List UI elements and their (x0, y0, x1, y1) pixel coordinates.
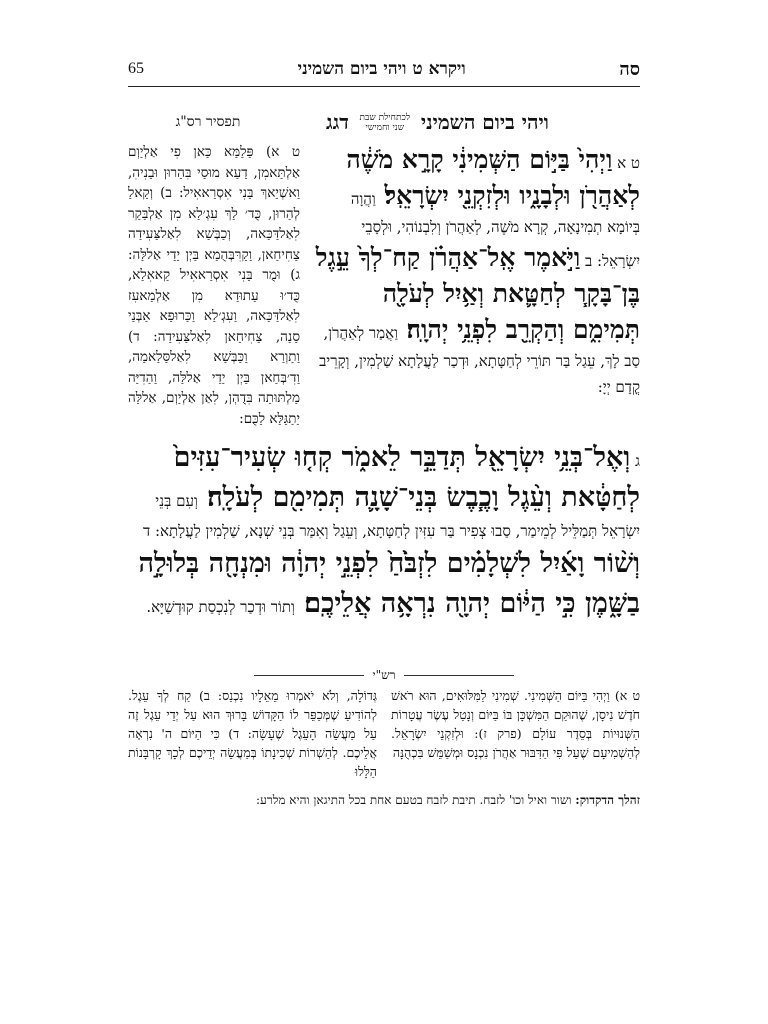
verse-label: ב (580, 252, 593, 270)
verse-label: ט א (612, 154, 640, 172)
dgg-note: לכתחילת שבת שני וחמישי (359, 112, 411, 133)
tafsir-column: ט א) פַּלַמַּא כַּאן פִי אַלְיַוְם אַלְתַּאמִן, דַעַא מוּסַי בִּהַרוּן וּבַנִיהִ, וַאשְׁיַאךְ בַּנִי אִסְרַאאִיל: ב) וְקַאלַ לְהַרוּן, כֻּד׳ לַךְ עִגְ׳לַא מִן אַלְבַּקַר לִאַלדַּכַּאה, וְכַבְּשַׁא לִאַלצַּעִידַה צַחִיחַאן, וַקַרִּבְּהֻמַא בַּיְן יַדַי אַללַּה: ג) וּמֻר בַּנִי אִסְרַאאִיל קַאאִלַא, כֻּד׳וּ עַתוּדַא מִן אַלְמַאעִז לִאַלדַּכַּאה, וַעִגְ׳לַא וַכַּרוּפַא אַבְּנַי סַנַה, צַחִיחַאן לִאַלצַּעִידַה: ד) וַתַוְרַא וַכַּבְּשַׁא לִאַלסַּלַאמַה, וַדִ׳בְּחַאן בַּיְן יַדַי אַללַּה, וַהַדִיַּה מַלְתּוּתַה בִּדֻהְן, לִאַן אַלְיַוְם, אַללַּה יַתַגַּלַּא לַכֻּם: (128, 144, 300, 427)
divider-rule (254, 675, 364, 676)
targum-text: וַהֲוָה בְּיוֹמָא תְמִינָאָה, קְרָא מֹשֶׁה, לְאַהֲרֹן וְלִבְנוֹהִי, וּלְסָבֵי יִשְׂרָאֵל: (350, 190, 640, 270)
rashi-commentary (128, 686, 640, 806)
hebrew-page-number: סה (619, 58, 640, 80)
verse-label: ד (142, 522, 151, 540)
main-text-column (314, 142, 640, 462)
page-number: 65 (128, 60, 144, 77)
parsha-title: ויהי ביום השמיני (420, 110, 549, 134)
targum-text: וְעִם בְּנֵי יִשְׂרָאֵל תְּמַלֵּיל לְמֵימַר, סַבוּ צְפִיר בַּר עִזִּין לְחַטָּתָא, וְעֵגַל וְאִמַּר בְּנֵי שְׁנָא, שַׁלְמִין לַעֲלָתָא: (150, 492, 640, 540)
header-rule (128, 86, 640, 87)
section-heads (128, 110, 640, 138)
verse-text: וְאֶל־בְּנֵ֥י יִשְׂרָאֵ֖ל תְּדַבֵּ֣ר לֵאמֹ֑ר קְח֤וּ שְׂעִיר־עִזִּים֙ לְחַטָּ֔את וְעֵ֨גֶל וָכֶ֧בֶשׂ בְּנֵי־שָׁנָ֛ה תְּמִימִ֖ם לְעֹלָֽה׃ (173, 442, 640, 513)
tafsir-heading: תפסיר רס"ג (175, 114, 241, 130)
rashi-heading: רש"י (372, 667, 396, 682)
divider-rule (404, 675, 514, 676)
dikduk-note (128, 790, 640, 812)
parsha-heading (326, 110, 640, 135)
rashi-divider (128, 668, 640, 682)
dikduk-label: זהלך הדקדוק: (575, 793, 640, 807)
dgg-marker: דגג (326, 110, 349, 134)
full-width-text (128, 438, 640, 662)
targum-text: וַאֲמַר לְאַהֲרֹן, סַב לָךְ, עֵגַל בַּר תּוֹרֵי לְחַטָּתָא, וּדְכַר לַעֲלָתָא שַׁלְמִין, וְקָרֵיב קֳדָם יְיָ: (319, 324, 640, 396)
targum-text: וְתוֹר וּדְכַר לְנִכְסַת קוּדְשַׁיָּא. (146, 598, 295, 616)
rashi-right-column: ט א) וַיְהִי בַּיּוֹם הַשְּׁמִינִי. שְׁמִינִי לַמִּלּוּאִים, הוּא רֹאשׁ חֹדֶשׁ נִיסָן, שֶׁהוּקַם הַמִּשְׁכָּן בּוֹ בַּיּוֹם וְנָטַל עֶשֶׂר עֲטָרוֹת הַשְּׁנוּיוֹת בְּסֵדֶר עוֹלָם (פרק ז): וּלְזִקְנֵי יִשְׂרָאֵל. לְהַשְׁמִיעָם שֶׁעַל פִּי הַדִּבּוּר אַהֲרֹן נִכְנָס וּמְשַׁמֵּשׁ בִּכְהֻנָּה (391, 688, 640, 760)
verse-text: וַיְהִי֙ בַּיּ֣וֹם הַשְּׁמִינִ֔י קָרָ֣א מֹשֶׁ֔ה לְאַהֲרֹ֖ן וּלְבָנָ֑יו וּלְזִקְנֵ֖י יִשְׂרָאֵֽל׃ (346, 145, 640, 210)
verse-label: ג (630, 452, 640, 470)
verse-text: וְשׁ֨וֹר וָאַ֜יִל לִשְׁלָמִ֗ים לִזְבֹּ֙חַ֙ לִפְנֵ֣י יְהוָ֔ה וּמִנְחָ֖ה בְּלוּלָ֣ה בַשָּׁ֑מֶן כִּ֣י הַיּ֔וֹם יְהוָ֖ה נִרְאָ֥ה אֲלֵיכֶֽם׃ (138, 548, 640, 619)
verse-text: וַיֹּ֣אמֶר אֶֽל־אַהֲרֹ֗ן קַח־לְךָ֙ עֵ֣גֶל בֶּן־בָּקָ֧ר לְחַטָּ֛את וְאַ֥יִל לְעֹלָ֖ה תְּמִימִ֑ם וְהַקְרֵ֖ב לִפְנֵ֥י יְהוָֽה׃ (315, 243, 640, 344)
running-title: ויקרא ט ויהי ביום השמיני (297, 59, 466, 79)
running-header (128, 56, 640, 82)
dikduk-text: ושור ואיל וכו' לזבח. תיבת לזבח בטעם אחת בכל התיגאן והיא מלרע: (255, 793, 572, 807)
rashi-left-column: גְּדוֹלָה, וְלֹא יֹאמְרוּ מֵאֵלָיו נִכְנַס: ב) קַח לְךָ עֵגֶל. לְהוֹדִיעַ שֶׁמְּכַפֵּר לוֹ הַקָּדוֹשׁ בָּרוּךְ הוּא עַל יְדֵי עֵגֶל זֶה עַל מַעֲשֵׂה הָעֵגֶל שֶׁעָשָׂה: ד) כִּי הַיּוֹם ה' נִרְאָה אֲלֵיכֶם. לְהַשְׁרוֹת שְׁכִינָתוֹ בְּמַעֲשֵׂה יְדֵיכֶם לְכָךְ קָרְבָּנוֹת הַלָּלוּ (128, 688, 377, 779)
